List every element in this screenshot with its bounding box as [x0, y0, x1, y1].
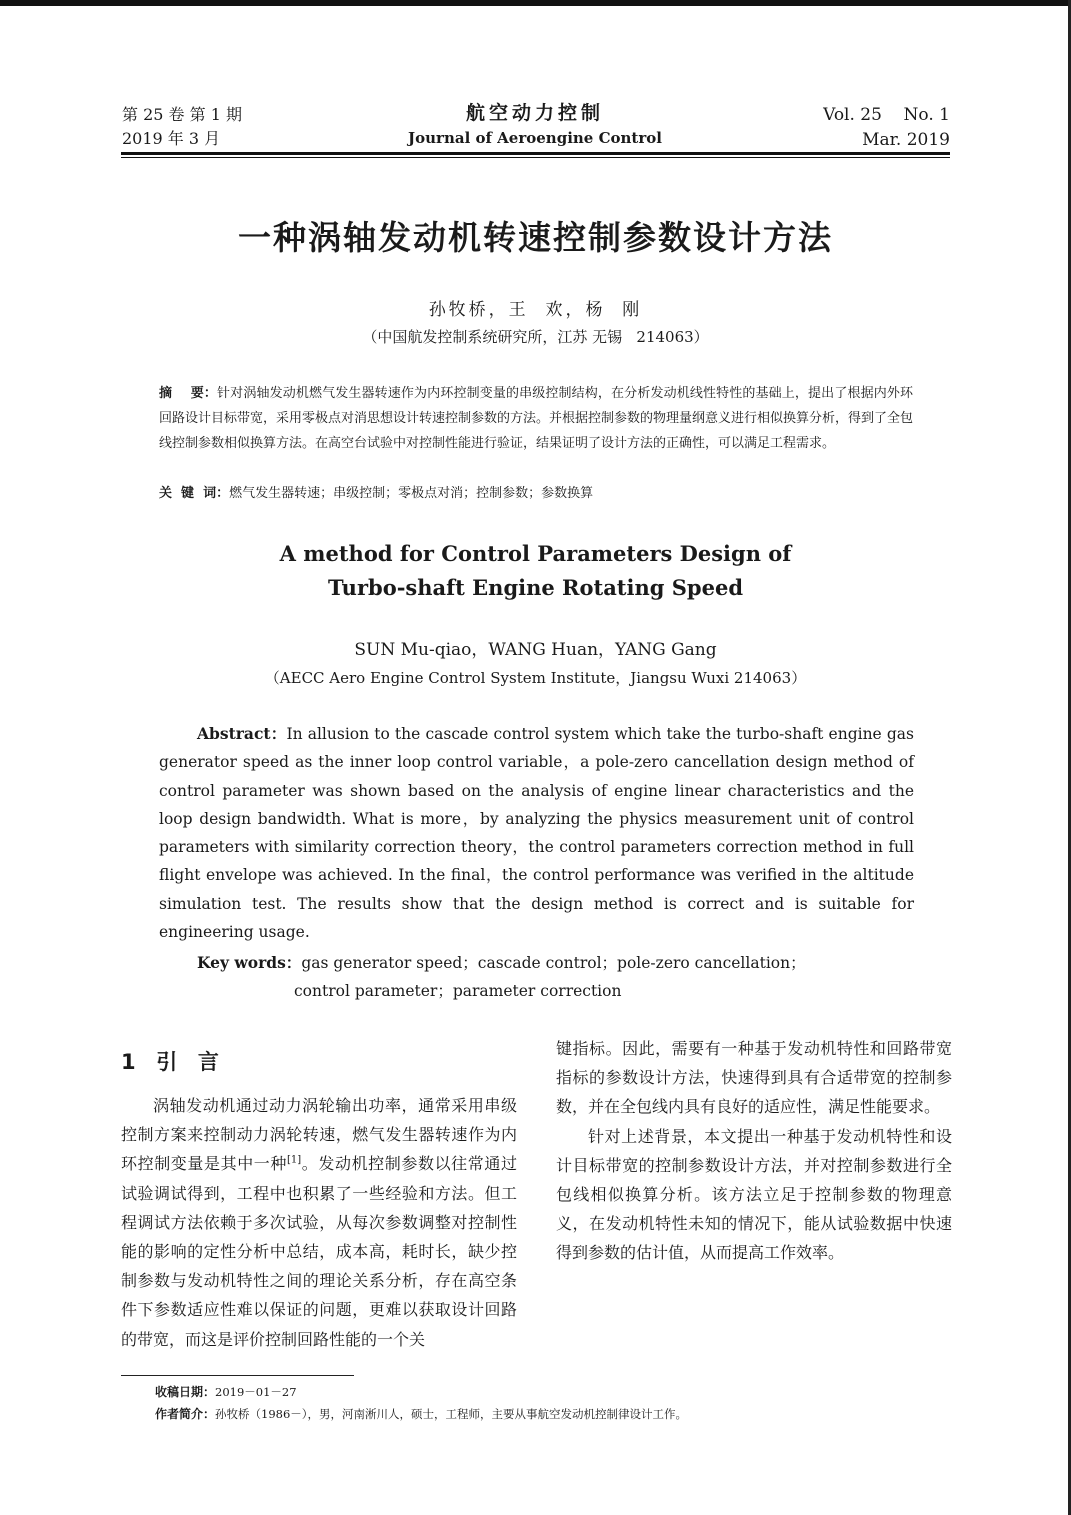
keywords-en — [197, 949, 917, 1005]
keywords-cn-label: 关 键 词： — [159, 486, 230, 501]
keywords-en-label: Key words： — [197, 953, 302, 972]
paper-title-cn: 一种涡轴发动机转速控制参数设计方法 — [238, 218, 833, 257]
intro-p1-text-b: 。发动机控制参数以往常通过试验调试得到，工程中也积累了一些经验和方法。但工程调试方法依赖于多次试验，从每次参数调整对控制性能的影响的定性分析中总结，成本高，耗时长，缺少控制参数与发动机特性之间的理论关系分析，存在高空条件下参数适应性难以保证的问题，更难以获取设计回路的带宽，而这是评价控制回路性能的一个关 — [121, 1154, 517, 1349]
volume-cn: 第 25 卷 第 1 期 — [122, 105, 242, 124]
keywords-en-line1: gas generator speed；cascade control；pole-zero cancellation； — [301, 954, 806, 972]
intro-paragraph-2: 针对上述背景，本文提出一种基于发动机特性和设计目标带宽的控制参数设计方法，并对控制参数进行全包线相似换算分析。该方法立足于控制参数的物理意义，在发动机特性未知的情况下，能从试验数据中快速得到参数的估计值，从而提高工作效率。 — [556, 1126, 952, 1263]
authors-cn: 孙牧桥，王 欢，杨 刚 — [428, 300, 643, 320]
footnote-rule — [121, 1375, 354, 1376]
keywords-cn — [159, 483, 913, 505]
top-border — [0, 0, 1071, 6]
journal-name-cn: 航空动力控制 — [465, 102, 604, 124]
received-label: 收稿日期： — [155, 1385, 216, 1399]
abstract-cn-text: 针对涡轴发动机燃气发生器转速作为内环控制变量的串级控制结构，在分析发动机线性特性的基础上，提出了根据内外环回路设计目标带宽，采用零极点对消思想设计转速控制参数的方法。并根据控制参数的物理量纲意义进行相似换算分析，得到了全包线控制参数相似换算方法。在高空台试验中对控制性能进行验证，结果证明了设计方法的正确性，可以满足工程需求。 — [159, 386, 914, 451]
date-en: Mar. 2019 — [862, 130, 950, 150]
title-en-line1: A method for Control Parameters Design of — [279, 541, 792, 566]
abstract-en-text: In allusion to the cascade control system which take the turbo-shaft engine gas generator speed as the inner loop control variable，a pole-zero cancellation design method of control parameter was shown based on the analysis of engine linear characteristics and the loop design bandwidth. What is more，by analyzing the physics measurement unit of control parameters with similarity correction theory，the control parameters correction method in full flight envelope was achieved. In the final，the control performance was verified in the altitude simulation test. The results show that the design method is correct and is suitable for engineering usage. — [159, 725, 914, 942]
intro-p1-text-a: 涡轴发动机通过动力涡轮输出功率，通常采用串级控制方案来控制动力涡轮转速，燃气发生器转速作为内环控制变量是其中一种 — [121, 1096, 517, 1174]
journal-name-en: Journal of Aeroengine Control — [408, 129, 662, 147]
body-column-left — [121, 1091, 517, 1354]
header-rule-thick — [121, 152, 950, 155]
volume-en: Vol. 25 No. 1 — [823, 105, 950, 125]
received-date: 2019－01－27 — [215, 1385, 297, 1399]
authors-en: SUN Mu-qiao，WANG Huan，YANG Gang — [354, 640, 717, 660]
footnote-received — [155, 1382, 955, 1402]
keywords-cn-text: 燃气发生器转速；串级控制；零极点对消；控制参数；参数换算 — [229, 486, 594, 501]
intro-paragraph-1 — [121, 1091, 517, 1354]
section-heading-introduction: 1 引 言 — [121, 1050, 221, 1074]
abstract-en-label: Abstract： — [197, 724, 287, 743]
citation-ref-1[interactable]: [1] — [287, 1155, 302, 1167]
affiliation-cn: （中国航发控制系统研究所，江苏 无锡 214063） — [362, 328, 709, 346]
keywords-en-line2: control parameter；parameter correction — [294, 982, 622, 1000]
paper-title-en — [0, 537, 1071, 605]
abstract-cn — [159, 381, 913, 456]
author-bio-label: 作者简介： — [155, 1407, 216, 1421]
abstract-en — [159, 720, 914, 946]
footnote-author — [155, 1404, 955, 1424]
header-rule-thin — [121, 157, 950, 158]
date-cn: 2019 年 3 月 — [122, 129, 221, 148]
header-right — [823, 103, 950, 153]
header-center — [335, 101, 735, 151]
intro-paragraph-1-continued: 键指标。因此，需要有一种基于发动机特性和回路带宽指标的参数设计方法，快速得到具有合适带宽的控制参数，并在全包线内具有良好的适应性，满足性能要求。 — [556, 1039, 952, 1117]
body-column-right — [556, 1034, 952, 1268]
affiliation-en: （AECC Aero Engine Control System Institute，Jiangsu Wuxi 214063） — [264, 669, 807, 687]
title-en-line2: Turbo-shaft Engine Rotating Speed — [327, 575, 744, 600]
abstract-cn-label: 摘 要： — [159, 386, 218, 401]
header-left — [122, 103, 242, 151]
author-bio: 孙牧桥（1986－），男，河南淅川人，硕士，工程师，主要从事航空发动机控制律设计工作。 — [215, 1407, 688, 1421]
